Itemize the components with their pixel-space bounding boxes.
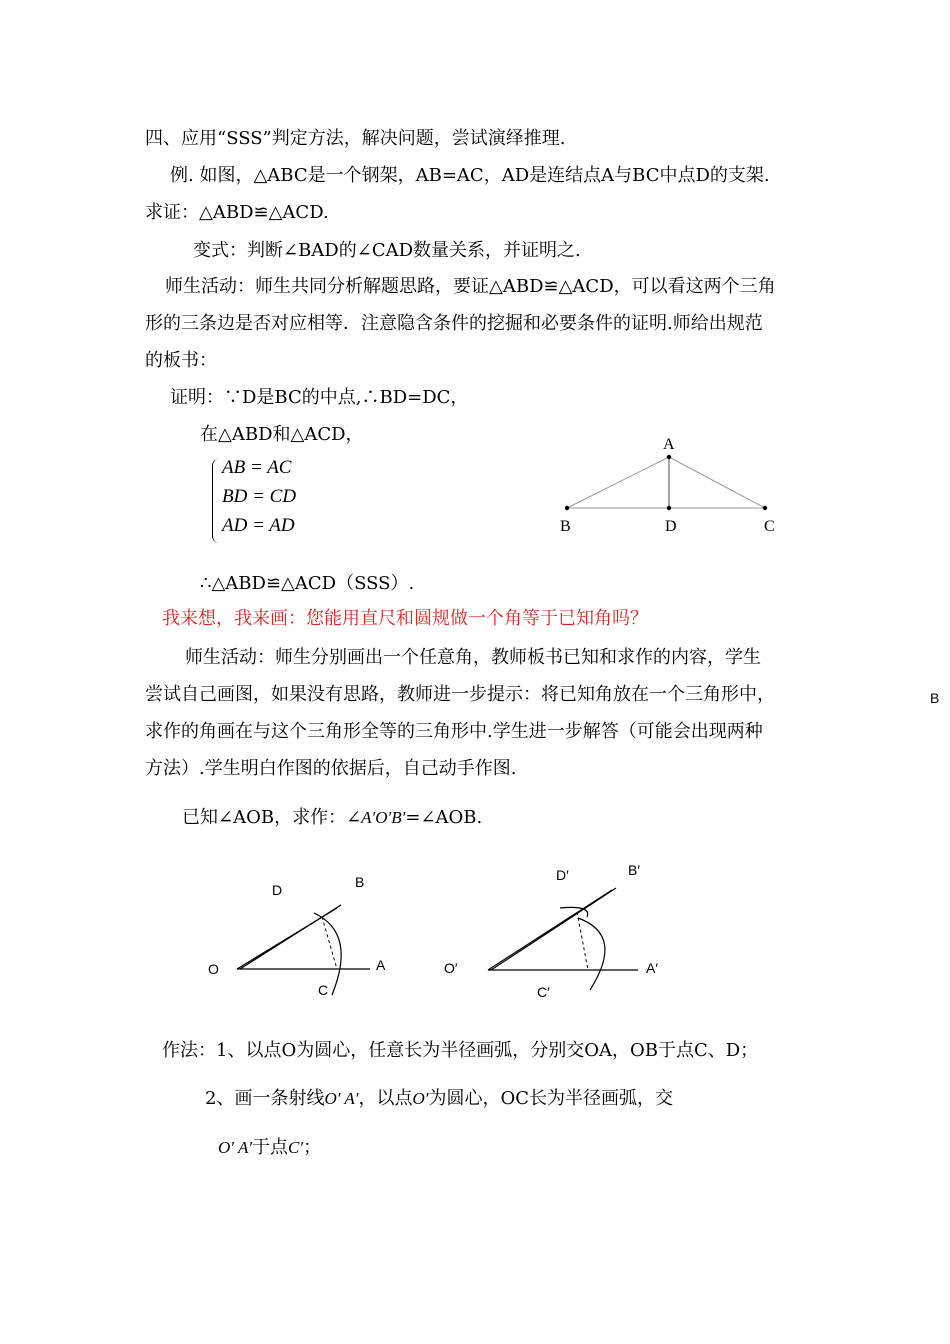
- step2-math-center: O′: [412, 1089, 429, 1108]
- step2-prefix: 2、画一条射线: [205, 1088, 325, 1109]
- activity1-line-1: 师生活动：师生共同分析解题思路，要证△ABD≌△ACD，可以看这两个三角: [165, 276, 776, 297]
- method-step-3: [218, 1136, 321, 1160]
- step3-mid: 于点: [252, 1137, 289, 1158]
- label-a: A: [376, 957, 386, 973]
- given-statement: [182, 806, 482, 830]
- step2-suffix: 为圆心，OC长为半径画弧，交: [428, 1088, 674, 1109]
- label-c: C: [318, 982, 329, 998]
- activity2-line-1: 师生活动：师生分别画出一个任意角，教师板书已知和求作的内容，学生: [185, 647, 761, 668]
- step3-math-ray: O′ A′: [218, 1138, 253, 1157]
- arc-c-prime: [578, 918, 605, 990]
- activity1-line-3: 的板书：: [145, 350, 217, 371]
- label-b: B: [560, 518, 571, 535]
- label-d: D: [665, 518, 677, 535]
- given-prefix: 已知∠AOB，求作：∠: [182, 807, 362, 828]
- proof-line-2: 在△ABD和△ACD，: [200, 424, 364, 445]
- given-suffix: =∠AOB.: [405, 807, 483, 828]
- method-step-1: 作法：1、以点O为圆心，任意长为半径画弧，分别交OA，OB于点C、D；: [162, 1040, 759, 1061]
- equation-system: [212, 455, 332, 545]
- label-b: B: [355, 874, 365, 890]
- segment-ac: [669, 457, 765, 508]
- label-d-prime: D′: [556, 867, 569, 883]
- label-a: A: [663, 436, 675, 453]
- step3-math-point: C′: [288, 1138, 304, 1157]
- equation-ad-ad: AD = AD: [222, 515, 295, 536]
- ray-o-prime-b-prime: [488, 890, 612, 970]
- equation-bd-cd: BD = CD: [222, 486, 297, 507]
- point-a: [667, 455, 671, 459]
- figure-angle-a-prime-o-prime-b-prime: [440, 860, 670, 1005]
- activity2-line-2: 尝试自己画图，如果没有思路，教师进一步提示：将已知角放在一个三角形中，: [145, 684, 775, 705]
- segment-ab: [567, 457, 669, 508]
- point-d: [667, 506, 671, 510]
- label-a-prime: A′: [646, 960, 658, 976]
- left-brace: [212, 459, 219, 543]
- activity2-line-4: 方法）.学生明白作图的依据后，自己动手作图.: [145, 758, 517, 779]
- step2-mid: ，以点: [358, 1088, 413, 1109]
- activity2-line-3: 求作的角画在与这个三角形全等的三角形中.学生进一步解答（可能会出现两种: [145, 721, 763, 742]
- label-b-prime: B′: [628, 862, 640, 878]
- step2-math-ray: O′ A′: [324, 1089, 359, 1108]
- variant-text: 变式：判断∠BAD的∠CAD数量关系，并证明之.: [193, 240, 581, 261]
- label-o-prime: O′: [444, 960, 458, 976]
- side-letter: B: [930, 690, 940, 706]
- ray-ob-double: [240, 905, 341, 969]
- dashed-cd: [322, 917, 337, 969]
- label-o: O: [208, 961, 219, 977]
- figure-angle-aob: [200, 865, 420, 1005]
- equation-ab-ac: AB = AC: [222, 457, 292, 478]
- label-c: C: [764, 518, 775, 535]
- point-c: [763, 506, 767, 510]
- example-line-1: 例. 如图，△ABC是一个钢架，AB=AC，AD是连结点A与BC中点D的支架.: [170, 165, 770, 186]
- example-line-2: 求证：△ABD≌△ACD.: [145, 202, 329, 223]
- triangle-abc-figure: [555, 430, 785, 540]
- label-d: D: [272, 882, 283, 898]
- activity1-line-2: 形的三条边是否对应相等．注意隐含条件的挖掘和必要条件的证明.师给出规范: [145, 313, 763, 334]
- step3-suffix: ；: [303, 1137, 322, 1158]
- section-heading: 四、应用“SSS”判定方法，解决问题，尝试演绎推理.: [145, 128, 566, 149]
- label-c-prime: C′: [537, 984, 550, 1000]
- method-step-2: [205, 1087, 673, 1111]
- red-prompt: 我来想，我来画：您能用直尺和圆规做一个角等于已知角吗？: [162, 608, 648, 629]
- given-angle-math: A′O′B′: [361, 808, 406, 827]
- proof-line-1: 证明：∵D是BC的中点,∴BD=DC，: [170, 387, 469, 408]
- conclusion-text: ∴△ABD≌△ACD（SSS）.: [200, 573, 415, 594]
- dashed-c-prime-d-prime: [577, 912, 588, 970]
- point-b: [565, 506, 569, 510]
